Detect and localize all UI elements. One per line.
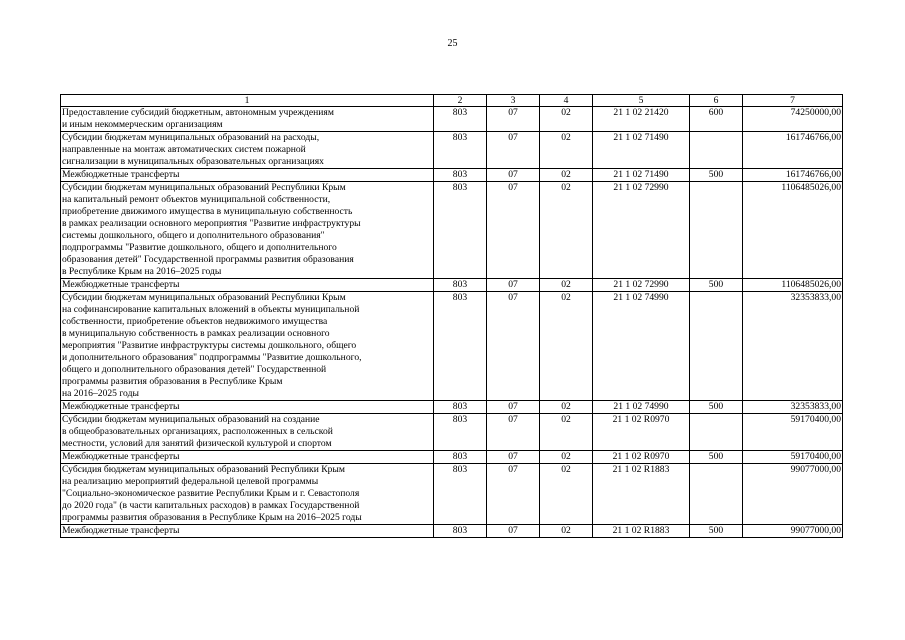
page-number: 25: [447, 38, 458, 49]
row-ministry-code: 803: [434, 464, 487, 525]
row-amount: 1106485026,00: [743, 182, 843, 279]
row-subsection: 02: [540, 107, 593, 132]
row-expense-type: [690, 292, 743, 401]
row-amount: 161746766,00: [743, 132, 843, 169]
row-subsection: 02: [540, 292, 593, 401]
row-amount: 59170400,00: [743, 451, 843, 464]
row-amount: 1106485026,00: [743, 279, 843, 292]
row-subsection: 02: [540, 451, 593, 464]
row-subsection: 02: [540, 169, 593, 182]
row-ministry-code: 803: [434, 525, 487, 538]
row-expense-type: 500: [690, 401, 743, 414]
row-name: Межбюджетные трансферты: [61, 525, 434, 538]
row-name: Предоставление субсидий бюджетным, автономным учреждениям и иным некоммерческим организациям: [61, 107, 434, 132]
row-subsection: 02: [540, 414, 593, 451]
row-section: 07: [487, 182, 540, 279]
header-row: [61, 95, 843, 107]
row-subsection: 02: [540, 182, 593, 279]
table-row: [61, 107, 843, 132]
row-section: 07: [487, 132, 540, 169]
row-amount: 59170400,00: [743, 414, 843, 451]
row-subsection: 02: [540, 401, 593, 414]
header-col-4: 4: [540, 95, 593, 107]
row-amount: 74250000,00: [743, 107, 843, 132]
row-target-article: 21 1 02 72990: [593, 182, 690, 279]
header-col-2: 2: [434, 95, 487, 107]
row-target-article: 21 1 02 71490: [593, 169, 690, 182]
row-section: 07: [487, 414, 540, 451]
row-target-article: 21 1 02 R0970: [593, 451, 690, 464]
table-row: [61, 279, 843, 292]
row-expense-type: [690, 464, 743, 525]
row-expense-type: 500: [690, 279, 743, 292]
row-ministry-code: 803: [434, 401, 487, 414]
row-amount: 99077000,00: [743, 525, 843, 538]
row-section: 07: [487, 279, 540, 292]
table-row: [61, 414, 843, 451]
row-section: 07: [487, 451, 540, 464]
row-ministry-code: 803: [434, 169, 487, 182]
row-section: 07: [487, 401, 540, 414]
row-amount: 161746766,00: [743, 169, 843, 182]
table-row: [61, 132, 843, 169]
row-subsection: 02: [540, 464, 593, 525]
header-col-5: 5: [593, 95, 690, 107]
row-target-article: 21 1 02 72990: [593, 279, 690, 292]
table-row: [61, 464, 843, 525]
row-target-article: 21 1 02 R0970: [593, 414, 690, 451]
row-section: 07: [487, 464, 540, 525]
row-expense-type: 600: [690, 107, 743, 132]
row-expense-type: [690, 182, 743, 279]
row-expense-type: [690, 414, 743, 451]
budget-table: [60, 94, 843, 538]
row-section: 07: [487, 525, 540, 538]
row-name: Субсидия бюджетам муниципальных образований Республики Крым на реализацию мероприятий федеральной целевой программы "Социально-экономическое развитие Республики Крым и г. Севастополя до 2020 года" (в части капитальных расходов) в рамках Государственной программы развития образования в Республике Крым на 2016–2025 годы: [61, 464, 434, 525]
row-target-article: 21 1 02 21420: [593, 107, 690, 132]
table-row: [61, 451, 843, 464]
row-section: 07: [487, 107, 540, 132]
row-ministry-code: 803: [434, 107, 487, 132]
row-expense-type: 500: [690, 169, 743, 182]
row-ministry-code: 803: [434, 414, 487, 451]
row-target-article: 21 1 02 74990: [593, 292, 690, 401]
row-name: Межбюджетные трансферты: [61, 401, 434, 414]
row-expense-type: 500: [690, 525, 743, 538]
row-name: Субсидии бюджетам муниципальных образований на расходы, направленные на монтаж автоматических систем пожарной сигнализации в муниципальных образовательных организациях: [61, 132, 434, 169]
row-name: Субсидии бюджетам муниципальных образований Республики Крым на капитальный ремонт объектов муниципальной собственности, приобретение движимого имущества в муниципальную собственность в рамках реализации основного мероприятия "Развитие инфраструктуры системы дошкольного, общего и дополнительного образования" подпрограммы "Развитие дошкольного, общего и дополнительного образования детей" Государственной программы развития образования в Республике Крым на 2016–2025 годы: [61, 182, 434, 279]
row-expense-type: [690, 132, 743, 169]
row-target-article: 21 1 02 74990: [593, 401, 690, 414]
table-row: [61, 292, 843, 401]
row-section: 07: [487, 292, 540, 401]
row-name: Субсидии бюджетам муниципальных образований на создание в общеобразовательных организациях, расположенных в сельской местности, условий для занятий физической культурой и спортом: [61, 414, 434, 451]
row-subsection: 02: [540, 279, 593, 292]
row-name: Межбюджетные трансферты: [61, 169, 434, 182]
header-col-1: 1: [61, 95, 434, 107]
row-ministry-code: 803: [434, 292, 487, 401]
row-target-article: 21 1 02 71490: [593, 132, 690, 169]
table-row: [61, 401, 843, 414]
row-amount: 32353833,00: [743, 292, 843, 401]
row-subsection: 02: [540, 525, 593, 538]
row-section: 07: [487, 169, 540, 182]
header-col-3: 3: [487, 95, 540, 107]
row-amount: 99077000,00: [743, 464, 843, 525]
row-name: Межбюджетные трансферты: [61, 451, 434, 464]
row-ministry-code: 803: [434, 279, 487, 292]
table-row: [61, 169, 843, 182]
header-col-7: 7: [743, 95, 843, 107]
row-expense-type: 500: [690, 451, 743, 464]
table-row: [61, 182, 843, 279]
row-target-article: 21 1 02 R1883: [593, 525, 690, 538]
header-col-6: 6: [690, 95, 743, 107]
row-ministry-code: 803: [434, 182, 487, 279]
row-name: Субсидии бюджетам муниципальных образований Республики Крым на софинансирование капитальных вложений в объекты муниципальной собственности, приобретение объектов недвижимого имущества в муниципальную собственность в рамках реализации основного мероприятия "Развитие инфраструктуры системы дошкольного, общего и дополнительного образования" подпрограммы "Развитие дошкольного, общего и дополнительного образования детей" Государственной программы развития образования в Республике Крым на 2016–2025 годы: [61, 292, 434, 401]
row-ministry-code: 803: [434, 451, 487, 464]
row-name: Межбюджетные трансферты: [61, 279, 434, 292]
table-row: [61, 525, 843, 538]
row-amount: 32353833,00: [743, 401, 843, 414]
row-subsection: 02: [540, 132, 593, 169]
row-target-article: 21 1 02 R1883: [593, 464, 690, 525]
row-ministry-code: 803: [434, 132, 487, 169]
